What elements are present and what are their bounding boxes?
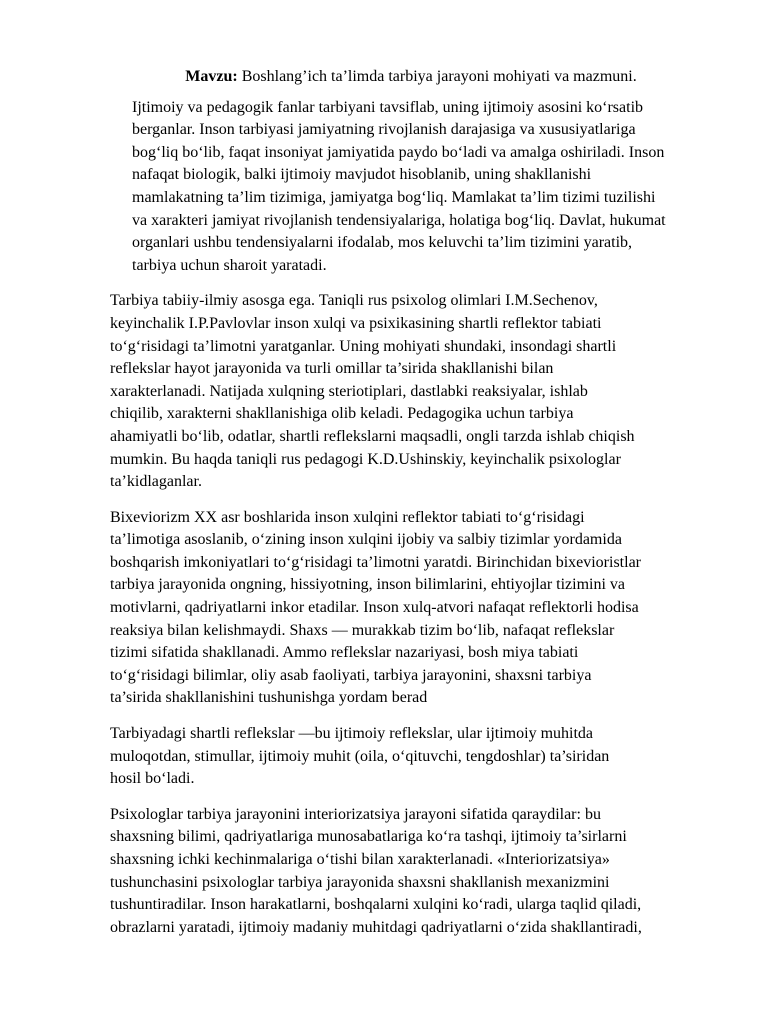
paragraph-line: reaksiya bilan kelishmaydi. Shaxs — murakkab tizim bo‘lib, nafaqat reflekslar	[110, 621, 615, 639]
paragraph-line: Ijtimoiy va pedagogik fanlar tarbiyani tavsiflab, uning ijtimoiy asosini ko‘rsatib	[132, 98, 644, 116]
paragraph-line: shaxsning ichki kechinmalariga o‘tishi bilan xarakterlanadi. «Interiorizatsiya»	[110, 851, 610, 868]
paragraph-line: to‘g‘risidagi ta’limotni yaratganlar. Uning mohiyati shundaki, insondagi shartli	[110, 337, 617, 355]
title-text: Boshlang’ich ta’limda tarbiya jarayoni mohiyati va mazmuni.	[237, 68, 637, 85]
paragraph-line: tizimi sifatida shakllanadi. Ammo reflekslar nazariyasi, bosh miya tabiati	[110, 644, 579, 662]
paragraph-line: tarbiya uchun sharoit yaratadi.	[132, 256, 327, 274]
paragraph-2	[110, 290, 716, 493]
paragraph-line: chiqilib, xarakterni shakllanishiga olib keladi. Pedagogika uchun tarbiya	[110, 405, 574, 423]
document-title	[110, 66, 716, 89]
paragraph-line: tarbiya jarayonida ongning, hissiyotning, inson bilimlarini, ehtiyojlar tizimini va	[110, 576, 626, 594]
paragraph-line: Psixologlar tarbiya jarayonini interiorizatsiya jarayoni sifatida qaraydilar: bu	[110, 805, 601, 823]
paragraph-line: organlari ushbu tendensiyalarni ifodalab, mos keluvchi ta’lim tizimini yaratib,	[132, 234, 633, 252]
paragraph-5	[110, 804, 716, 940]
paragraph-line: hosil bo‘ladi.	[110, 770, 195, 788]
paragraph-line: to‘g‘risidagi bilimlar, oliy asab faoliyati, tarbiya jarayonini, shaxsni tarbiya	[110, 666, 592, 684]
paragraph-line: Tarbiya tabiiy-ilmiy asosga ega. Taniqli rus psixolog olimlari I.M.Sechenov,	[110, 292, 598, 310]
paragraph-line: tushuntiradilar. Inson harakatlarni, boshqalarni xulqini ko‘radi, ularga taqlid qiladi,	[110, 896, 642, 914]
paragraph-line: ta’limotiga asoslanib, o‘zining inson xulqini ijobiy va salbiy tizimlar yordamida	[110, 531, 622, 549]
paragraph-line: berganlar. Inson tarbiyasi jamiyatning rivojlanish darajasiga va xususiyatlariga	[132, 121, 636, 139]
paragraph-line: boshqarish imkoniyatlari to‘g‘risidagi ta’limotni yaratdi. Birinchidan bixevioristlar	[110, 553, 641, 571]
paragraph-line: va xarakteri jamiyat rivojlanish tendensiyalariga, holatiga bog‘liq. Davlat, hukumat	[132, 211, 666, 229]
paragraph-line: muloqotdan, stimullar, ijtimoiy muhit (oila, o‘qituvchi, tengdoshlar) ta’siridan	[110, 747, 610, 765]
paragraph-1	[110, 97, 716, 278]
paragraph-line: ahamiyatli bo‘lib, odatlar, shartli reflekslarni maqsadli, ongli tarzda ishlab chiqish	[110, 427, 635, 445]
title-label: Mavzu:	[185, 68, 238, 85]
paragraph-line: nafaqat biologik, balki ijtimoiy mavjudot hisoblanib, uning shakllanishi	[132, 166, 592, 184]
paragraph-line: xarakterlanadi. Natijada xulqning steriotiplari, dastlabki reaksiyalar, ishlab	[110, 382, 588, 400]
paragraph-line: keyinchalik I.P.Pavlovlar inson xulqi va psixikasining shartli reflektor tabiati	[110, 314, 602, 332]
paragraph-line: motivlarni, qadriyatlarni inkor etadilar. Inson xulq-atvori nafaqat reflektorli hodisa	[110, 599, 639, 617]
paragraph-line: Bixeviorizm XX asr boshlarida inson xulqini reflektor tabiati to‘g‘risidagi	[110, 508, 585, 526]
paragraph-line: mumkin. Bu haqda taniqli rus pedagogi K.D.Ushinskiy, keyinchalik psixologlar	[110, 450, 621, 468]
paragraph-line: ta’sirida shakllanishini tushunishga yordam berad	[110, 689, 428, 707]
paragraph-line: bog‘liq bo‘lib, faqat insoniyat jamiyatida paydo bo‘ladi va amalga oshiriladi. Inson	[132, 143, 665, 161]
paragraph-line: tushunchasini psixologlar tarbiya jarayonida shaxsni shakllanish mexanizmini	[110, 873, 610, 891]
paragraph-4	[110, 723, 716, 791]
paragraph-line: Tarbiyadagi shartli reflekslar —bu ijtimoiy reflekslar, ular ijtimoiy muhitda	[110, 725, 593, 743]
paragraph-3	[110, 507, 716, 710]
paragraph-line: shaxsning bilimi, qadriyatlariga munosabatlariga ko‘ra tashqi, ijtimoiy ta’sirlarni	[110, 828, 627, 846]
paragraph-line: reflekslar hayot jarayonida va turli omillar ta’sirida shakllanishi bilan	[110, 360, 554, 378]
paragraph-line: obrazlarni yaratadi, ijtimoiy madaniy muhitdagi qadriyatlarni o‘zida shakllantiradi,	[110, 918, 642, 936]
paragraph-line: mamlakatning ta’lim tizimiga, jamiyatga bog‘liq. Mamlakat ta’lim tizimi tuzilishi	[132, 188, 656, 206]
paragraph-line: ta’kidlaganlar.	[110, 473, 202, 491]
